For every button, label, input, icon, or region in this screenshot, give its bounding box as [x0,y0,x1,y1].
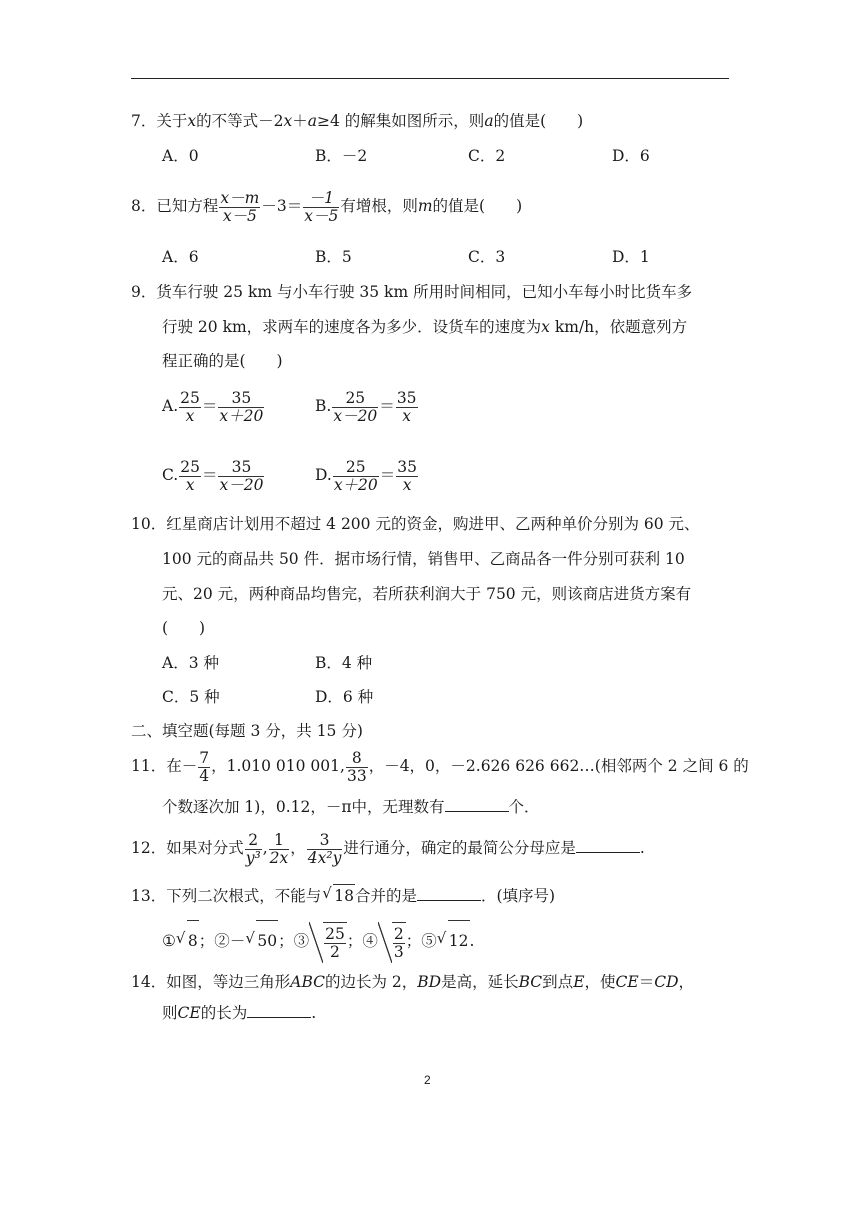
q9-c-eq: ＝ [201,466,218,484]
q8-option-d[interactable]: D．1 [612,248,650,266]
q9-b-rnum: 35 [396,388,417,407]
q13-item3-sep: ； [346,932,363,950]
q9-option-b[interactable] [315,386,419,426]
q11-fraction-1 [198,750,210,785]
q7-option-c[interactable]: C．2 [468,147,506,165]
q13-item1-sep: ； [198,932,215,950]
q9-a-lnum: 25 [180,388,200,407]
q9-number: 9． [131,283,157,301]
q9-option-a-label: A. [162,397,179,415]
q8-text-end: 的值是( ) [432,197,523,215]
question-11-line-2 [162,796,540,818]
q9-d-rden: x [402,475,412,494]
q9-a-rden: x＋20 [219,406,264,425]
q7-text: 关于 [156,112,188,130]
q11-mid1: ，1.010 010 001, [211,757,345,775]
q8-frac2-num: －1 [303,190,339,208]
q8-fraction-1 [219,190,260,225]
q8-fraction-2 [303,190,339,225]
q12-f1-den: y³ [245,848,261,867]
q8-text-post: 有增根，则 [340,197,418,215]
q14-l1a: 如图，等边三角形 [166,973,291,991]
q12-f3-den: 4x²y [307,848,342,867]
q13-post: 合并的是 [354,887,417,905]
q14-cd: CD [654,973,679,991]
question-11-line-1 [131,746,749,786]
q13-item5-sqrt: √ 12 [448,920,470,961]
q13-item5-label: ⑤ [421,932,437,950]
q9-d-eq: ＝ [379,466,396,484]
q9-option-c-label: C. [162,466,179,484]
question-14-line-1 [131,971,694,993]
q13-item2-sep: ； [278,932,294,950]
q12-post: 进行通分，确定的最简公分母应是 [343,839,576,857]
q9-c-rden: x－20 [219,475,264,494]
q9-d-right-frac [396,459,418,494]
q9-line2-pre: 行驶 20 km，求两车的速度各为多少．设货车的速度为 [162,318,542,336]
q9-b-right-frac [396,390,418,425]
q13-item4-num: 2 [393,925,404,943]
question-10-line-1 [131,513,700,535]
q9-d-lnum: 25 [333,459,379,477]
q12-f1-num: 2 [245,832,262,850]
q8-option-b[interactable]: B．5 [315,248,352,266]
q13-end: ．(填序号) [481,887,556,905]
q11-mid2: ，－4，0，－2.626 626 662…(相邻两个 2 之间 6 的 [368,757,749,775]
q11-f2-den: 33 [346,766,367,785]
q9-b-rden: x [402,406,412,425]
q9-option-d[interactable] [315,455,419,495]
q14-bd: BD [417,973,442,991]
q12-end: . [639,839,645,857]
q9-a-left-frac [179,390,201,425]
q9-b-left-frac [332,390,378,425]
q9-line1: 货车行驶 25 km 与小车行驶 35 km 所用时间相同，已知小车每小时比货车多 [156,283,693,301]
q9-c-left-frac [179,459,201,494]
q9-a-lden: x [185,406,195,425]
question-10-line-3: 元、20 元，两种商品均售完，若所获利润大于 750 元，则该商店进货方案有 [162,585,692,603]
q11-number: 11． [131,757,167,775]
q9-c-lnum: 25 [180,457,200,476]
q7-option-b[interactable]: B．－2 [315,147,368,165]
q14-ce: CE [615,973,639,991]
q9-option-a[interactable] [162,386,265,426]
q9-b-eq: ＝ [379,397,395,415]
q7-option-d[interactable]: D．6 [612,147,650,165]
q10-option-a[interactable]: A．3 种 [162,654,219,672]
q9-d-left-frac [333,459,379,494]
q9-b-lnum: 25 [332,390,378,408]
q8-option-a[interactable]: A．6 [162,248,199,266]
q13-number: 13． [131,887,167,905]
q12-pre: 如果对分式 [166,839,244,857]
q14-number: 14． [131,973,167,991]
q8-var-m: m [417,197,433,215]
q8-frac2-den: x－5 [304,206,339,225]
q13-item4-sep: ； [405,932,422,950]
q14-l1d: 到点 [542,973,574,991]
q14-l1c: 是高，延长 [441,973,519,991]
q14-l1e: ，使 [584,973,616,991]
q13-item4-frac [393,926,405,961]
q13-item1-label: ① [162,932,176,950]
q13-item4-sqrt [378,922,406,963]
question-10-line-4: ( ) [162,619,206,637]
q9-option-d-label: D. [315,466,332,484]
q13-item2-sqrt: √ 50 [256,920,278,961]
q14-bc: BC [518,973,543,991]
q14-l1g: ， [678,973,695,991]
q13-item1-sqrt: √ 8 [187,920,199,961]
q7-var-x2: x [283,112,293,130]
q13-item3-den: 2 [330,943,340,961]
q9-c-lden: x [185,475,195,494]
q10-option-b[interactable]: B．4 种 [315,654,373,672]
q14-e: E [573,973,585,991]
q10-option-c[interactable]: C．5 种 [162,688,220,706]
q7-var-x: x [187,112,197,130]
q7-option-a[interactable]: A．0 [162,147,199,165]
q14-l2-ce: CE [177,1004,201,1022]
q8-frac1-den: x－5 [222,206,257,225]
q13-pre: 下列二次根式，不能与 [166,887,322,905]
q13-answer-blank[interactable] [417,886,481,901]
q7-number: 7． [131,112,157,130]
q11-f1-num: 7 [199,748,210,767]
q8-frac1-num: x－m [220,188,260,207]
q14-abc: ABC [290,973,325,991]
q9-a-eq: ＝ [201,397,218,415]
q7-text-mid2: ＋ [292,112,308,130]
q14-l1f: ＝ [638,973,655,991]
page-number: 2 [424,1073,431,1087]
q12-answer-blank[interactable] [576,838,640,853]
q11-line2: 个数逐次加 1)，0.12，－π中，无理数有 [162,798,445,816]
question-9-line-3: 程正确的是( ) [162,352,283,370]
question-9-line-2 [162,316,687,338]
q14-l2-end: . [311,1004,317,1022]
q11-answer-blank[interactable] [445,797,509,812]
q11-line2-end: 个． [508,798,540,816]
q9-c-rnum: 35 [218,459,264,477]
q7-var-a2: a [484,112,494,130]
q12-fraction-2 [269,832,290,867]
q12-fraction-1 [245,832,262,867]
question-12: 12．如果对分式 $\frac{2}{\text{y³}}$ , $\frac{1}{2x}$ ， $\frac{3}{\text{4x²y}}$ 进行通分，确定的最简公分母应是 . [131,830,645,867]
q14-l2a: 则 [162,1004,178,1022]
q11-fraction-2 [346,750,368,785]
q7-text-post: ≥4 的解集如图所示，则 [317,112,485,130]
q9-d-rnum: 35 [397,457,418,476]
q10-number: 10． [131,515,167,533]
q10-option-d[interactable]: D．6 种 [315,688,374,706]
q9-b-lden: x－20 [333,406,378,425]
q13-item4-den: 3 [393,943,404,961]
q9-var-x: x [541,318,550,336]
q9-d-lden: x＋20 [333,475,378,494]
q8-number: 8． [131,197,157,215]
q14-l2b: 的长为 [200,1004,248,1022]
q8-option-c[interactable]: C．3 [468,248,506,266]
q9-a-right-frac [218,390,264,425]
q10-line1: 红星商店计划用不超过 4 200 元的资金，购进甲、乙两种单价分别为 60 元、 [166,515,700,533]
question-14-line-2 [162,1002,316,1024]
q13-item4-label: ④ [362,932,378,950]
q13-item2-sign: － [229,932,246,950]
q7-var-a: a [307,112,318,130]
q13-item3-sqrt [309,922,347,963]
q12-f3-num: 3 [307,832,343,850]
question-13 [131,884,555,907]
q12-f2-den: 2x [269,848,289,867]
q8-mid: －3＝ [261,197,303,215]
q13-item3-num: 25 [325,925,345,943]
question-10-line-2: 100 元的商品共 50 件．据市场行情，销售甲、乙商品各一件分别可获利 10 [162,550,685,568]
q11-pre: 在－ [166,757,198,775]
q13-item2-label: ② [214,932,230,950]
q11-f2-num: 8 [346,750,368,768]
question-8 [131,186,522,226]
q9-option-b-label: B. [315,397,332,415]
q13-item3-frac [324,926,346,961]
q14-answer-blank[interactable] [247,1003,311,1018]
q14-l1b: 的边长为 2， [324,973,418,991]
section-heading-fill-in: 二、填空题(每题 3 分，共 15 分) [131,722,363,740]
q12-number: 12． [131,839,167,857]
question-9-line-1 [131,281,692,303]
q13-item5-sep: . [469,932,475,950]
q13-item3-label: ③ [293,932,310,950]
question-7 [131,110,583,132]
q9-a-rnum: 35 [218,390,264,408]
q12-f2-num: 1 [269,832,290,850]
header-rule [131,78,729,79]
q9-line2-post: km/h，依题意列方 [554,318,688,336]
q8-text-pre: 已知方程 [156,197,219,215]
q13-sqrt-18: √ 18 [333,884,355,907]
q13-items [162,920,474,963]
q11-f1-den: 4 [199,766,210,785]
q12-fraction-3 [307,832,343,867]
q9-c-right-frac [218,459,264,494]
q9-option-c[interactable] [162,455,265,495]
q7-text-mid: 的不等式－2 [196,112,284,130]
q7-text-end: 的值是( ) [493,112,584,130]
